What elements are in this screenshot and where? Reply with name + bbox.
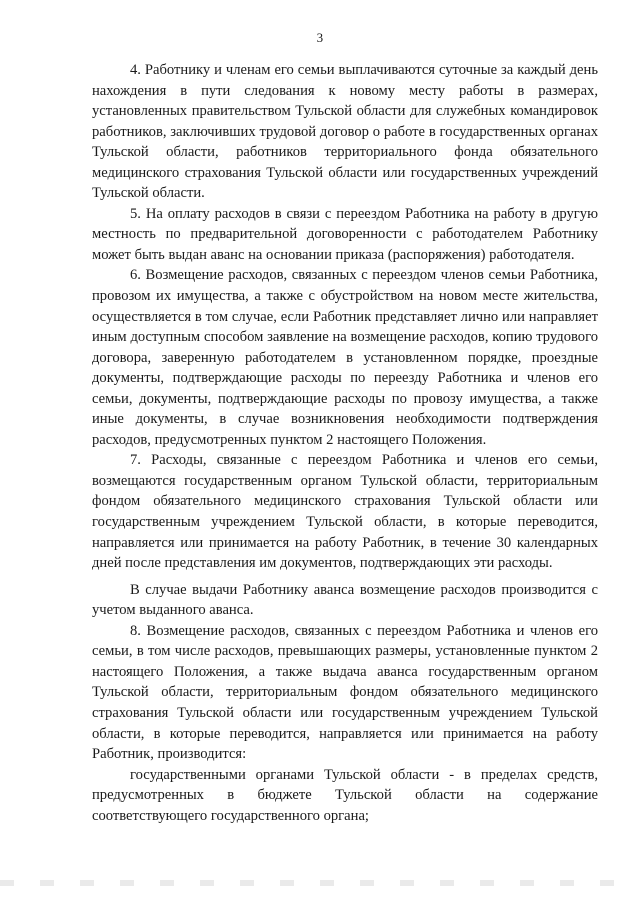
scan-artifact [0, 880, 640, 886]
paragraph-8-reimbursement-source: 8. Возмещение расходов, связанных с переездом Работника и членов его семьи, в том числе расходов, превышающих размеры, установленные пунктом 2 настоящего Положения, а также выдача аванса государственным органом Тульской области, территориальным фондом обязательного медицинского страхования Тульской области или государственным учреждением Тульской области, в которые переводится, направляется или принимается на работу Работник, производится: [92, 622, 598, 763]
paragraph-advance-deduction: В случае выдачи Работнику аванса возмещение расходов производится с учетом выданного аванса. [92, 581, 598, 619]
paragraph-7-reimbursement: 7. Расходы, связанные с переездом Работника и членов его семьи, возмещаются государственным органом Тульской области, территориальным фондом обязательного медицинского страхования Тульской области или государственным учреждением Тульской области, в которые переводится, направляется или принимается на работу Работник, в течение 30 календарных дней после представления им документов, подтверждающих эти расходы. [92, 452, 598, 572]
paragraph-4-per-diem: 4. Работнику и членам его семьи выплачиваются суточные за каждый день нахождения в пути следования к новому месту работы в размерах, установленных правительством Тульской области для служебных командировок работников, заключивших трудовой договор о работе в государственных органах Тульской области, работников территориального фонда обязательного медицинского страхования Тульской области или государственных учреждений Тульской области. [92, 62, 598, 202]
paragraph-6-family-relocation: 6. Возмещение расходов, связанных с переездом членов семьи Работника, провозом их имущества, а также с обустройством на новом месте жительства, осуществляется в том случае, если Работник представляет лично или направляет иным доступным способом заявление на возмещение расходов, копию трудового договора, заверенную работодателем в установленном порядке, проездные документы, подтверждающие расходы по переезду Работника и членов его семьи, документы, подтверждающие расходы по провозу имущества, а также иные документы, в случае возникновения необходимости подтверждения расходов, предусмотренных пунктом 2 настоящего Положения. [92, 267, 598, 448]
paragraph-state-bodies: государственными органами Тульской области - в пределах средств, предусмотренных в бюджете Тульской области на содержание соответствующего государственного органа; [92, 766, 598, 824]
document-body [92, 60, 598, 826]
paragraph-5-advance: 5. На оплату расходов в связи с переездом Работника на работу в другую местность по предварительной договоренности с работодателем Работнику может быть выдан аванс на основании приказа (распоряжения) работодателя. [92, 205, 598, 263]
page-number: 3 [316, 30, 324, 45]
